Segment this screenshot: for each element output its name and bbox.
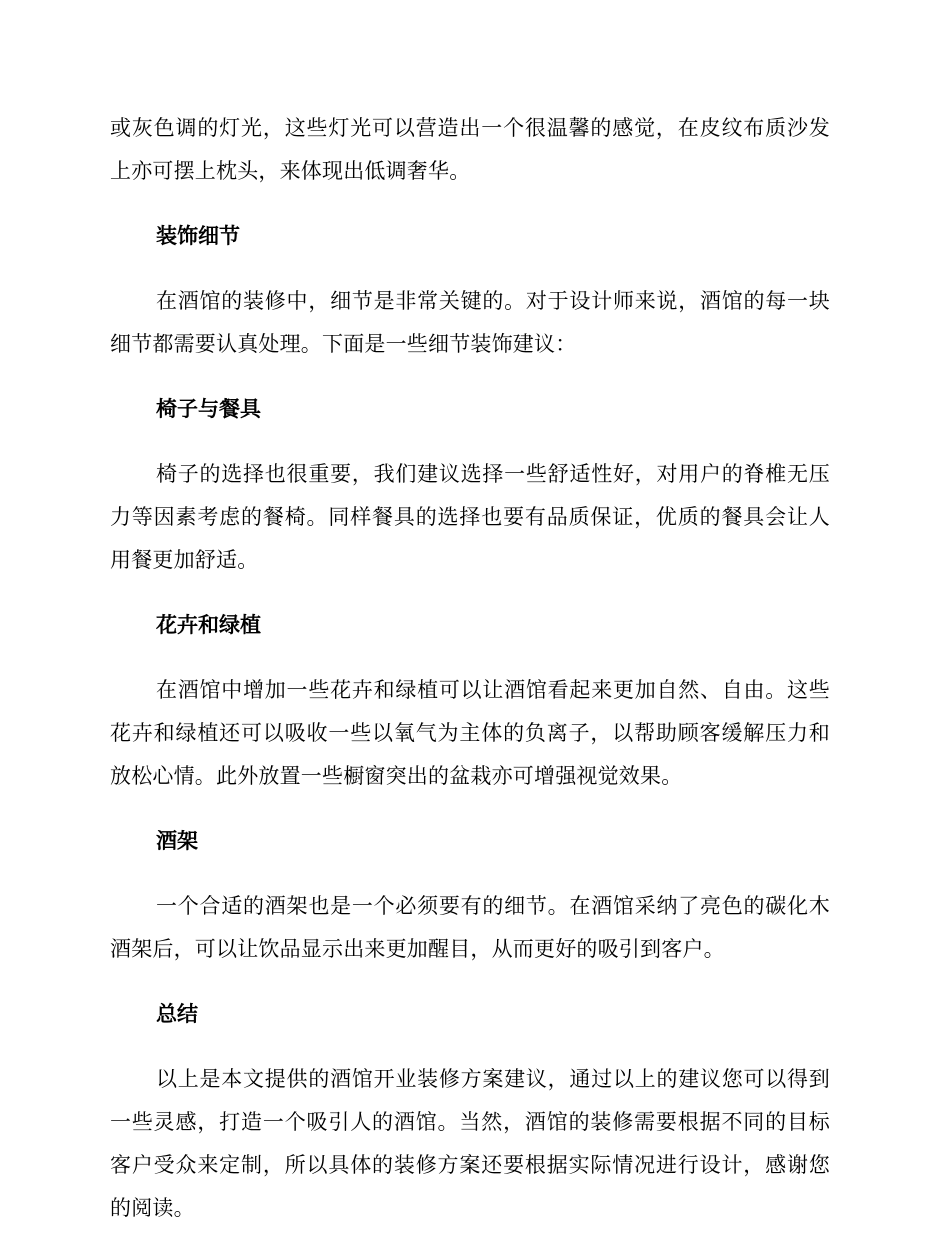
heading-decoration-details: 装饰细节 — [156, 224, 240, 248]
document-body — [110, 107, 830, 1252]
paragraph-wine-rack: 一个合适的酒架也是一个必须要有的细节。在酒馆采纳了亮色的碳化木酒架后，可以让饮品显示出来更加醒目，从而更好的吸引到客户。 — [110, 894, 830, 961]
heading-chairs-tableware: 椅子与餐具 — [156, 397, 261, 421]
paragraph-chairs-tableware: 椅子的选择也很重要，我们建议选择一些舒适性好，对用户的脊椎无压力等因素考虑的餐椅。同样餐具的选择也要有品质保证，优质的餐具会让人用餐更加舒适。 — [110, 462, 830, 572]
heading-summary: 总结 — [156, 1002, 198, 1026]
paragraph-lighting-continued: 或灰色调的灯光，这些灯光可以营造出一个很温馨的感觉，在皮纹布质沙发上亦可摆上枕头，来体现出低调奢华。 — [110, 116, 830, 183]
paragraph-decoration-details: 在酒馆的装修中，细节是非常关键的。对于设计师来说，酒馆的每一块细节都需要认真处理。下面是一些细节装饰建议： — [110, 289, 830, 356]
heading-flowers-plants: 花卉和绿植 — [156, 613, 261, 637]
heading-wine-rack: 酒架 — [156, 829, 198, 853]
paragraph-flowers-plants: 在酒馆中增加一些花卉和绿植可以让酒馆看起来更加自然、自由。这些花卉和绿植还可以吸收一些以氧气为主体的负离子，以帮助顾客缓解压力和放松心情。此外放置一些橱窗突出的盆栽亦可增强视觉效果。 — [110, 678, 830, 788]
paragraph-summary: 以上是本文提供的酒馆开业装修方案建议，通过以上的建议您可以得到一些灵感，打造一个吸引人的酒馆。当然，酒馆的装修需要根据不同的目标客户受众来定制，所以具体的装修方案还要根据实际情况进行设计，感谢您的阅读。 — [110, 1067, 830, 1220]
